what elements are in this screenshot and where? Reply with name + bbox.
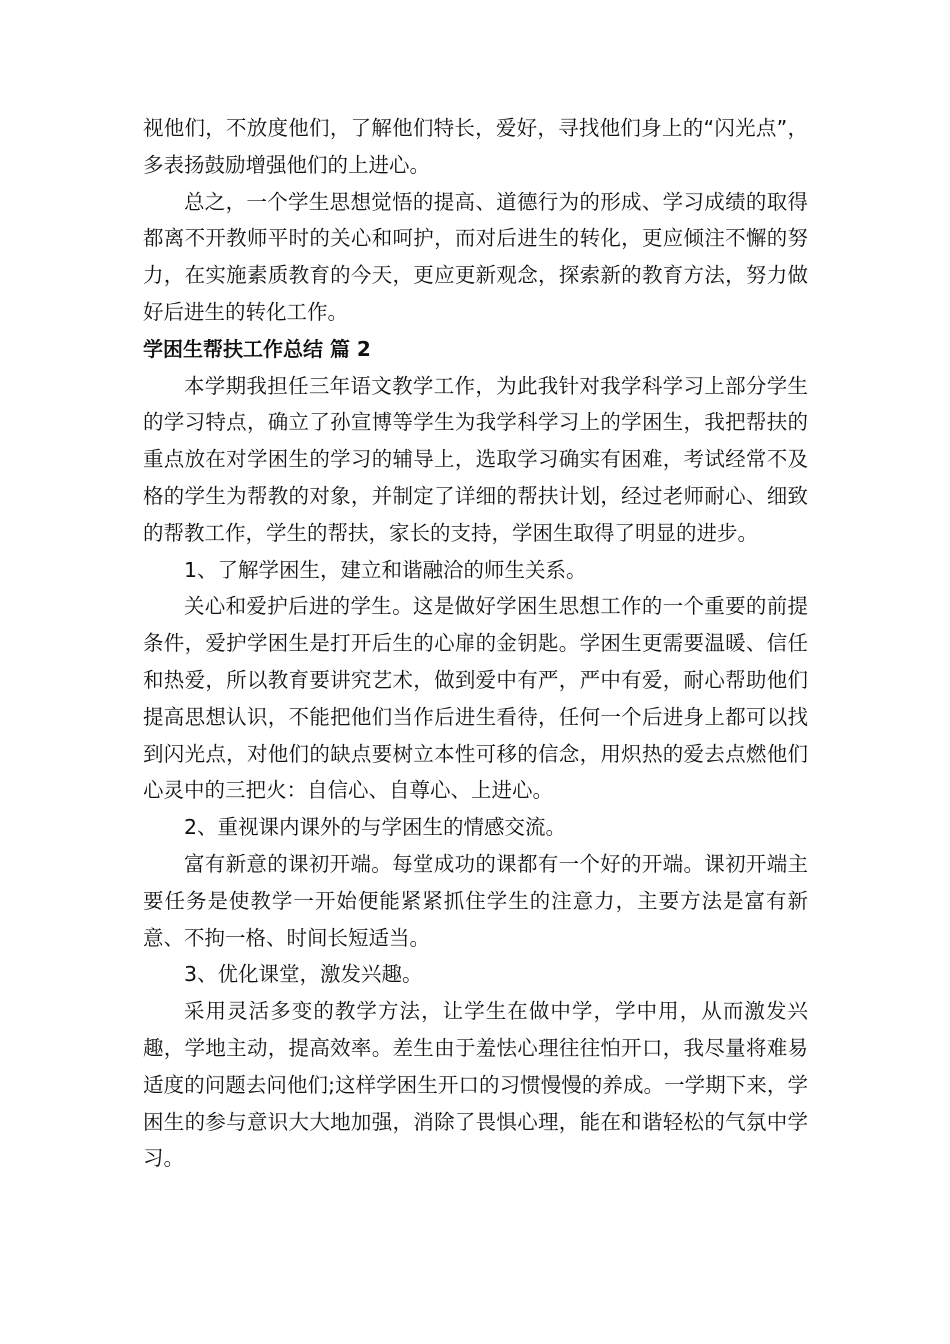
list-item-1: 1、了解学困生，建立和谐融洽的师生关系。 [184, 557, 587, 582]
paragraph-continued: 视他们，不放度他们，了解他们特长，爱好，寻找他们身上的“闪光点”，多表扬鼓励增强他们的上进心。 [143, 116, 808, 177]
document-body [143, 110, 808, 1177]
list-item-2: 2、重视课内课外的与学困生的情感交流。 [184, 815, 567, 840]
paragraph-item-1-detail: 关心和爱护后进的学生。这是做好学困生思想工作的一个重要的前提条件，爱护学困生是打开后生的心扉的金钥匙。学困生更需要温暖、信任和热爱，所以教育要讲究艺术，做到爱中有严，严中有爱，耐心帮助他们提高思想认识，不能把他们当作后进生看待，任何一个后进身上都可以找到闪光点，对他们的缺点要树立本性可移的信念，用炽热的爱去点燃他们心灵中的三把火：自信心、自尊心、上进心。 [143, 594, 808, 803]
section-heading: 学困生帮扶工作总结 篇 2 [143, 336, 371, 361]
paragraph-item-2-detail: 富有新意的课初开端。每堂成功的课都有一个好的开端。课初开端主要任务是使教学一开始便能紧紧抓住学生的注意力，主要方法是富有新意、不拘一格、时间长短适当。 [143, 851, 808, 950]
paragraph-item-3-detail: 采用灵活多变的教学方法，让学生在做中学，学中用，从而激发兴趣，学地主动，提高效率。差生由于羞怯心理往往怕开口，我尽量将难易适度的问题去问他们;这样学困生开口的习惯慢慢的养成。一学期下来，学困生的参与意识大大地加强，消除了畏惧心理，能在和谐轻松的气氛中学习。 [143, 999, 808, 1171]
list-item-3: 3、优化课堂，激发兴趣。 [184, 962, 423, 987]
paragraph-intro: 本学期我担任三年语文教学工作，为此我针对我学科学习上部分学生的学习特点，确立了孙宣博等学生为我学科学习上的学困生，我把帮扶的重点放在对学困生的学习的辅导上，选取学习确实有困难，考试经常不及格的学生为帮教的对象，并制定了详细的帮扶计划，经过老师耐心、细致的帮教工作，学生的帮扶，家长的支持，学困生取得了明显的进步。 [143, 373, 808, 545]
paragraph-conclusion: 总之，一个学生思想觉悟的提高、道德行为的形成、学习成绩的取得都离不开教师平时的关心和呵护，而对后进生的转化，更应倾注不懈的努力，在实施素质教育的今天，更应更新观念，探索新的教育方法，努力做好后进生的转化工作。 [143, 189, 808, 324]
